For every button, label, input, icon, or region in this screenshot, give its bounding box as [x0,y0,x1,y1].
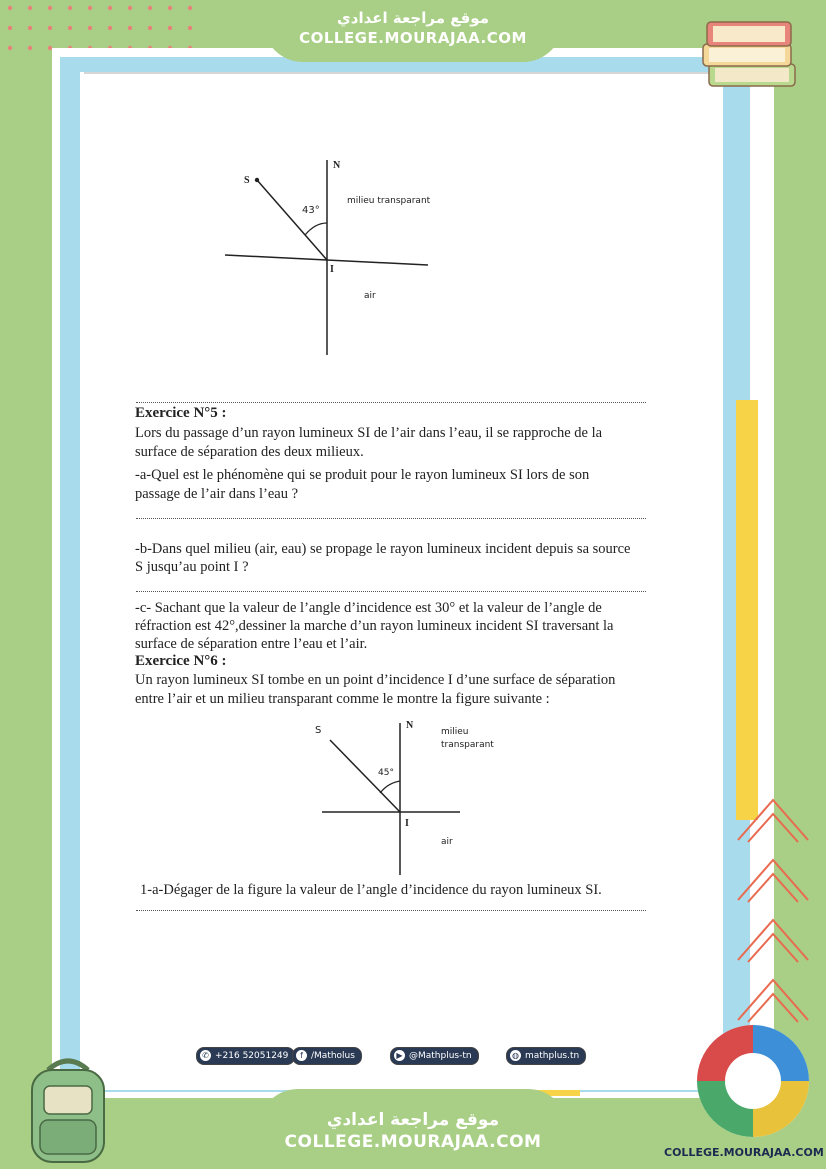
site-url[interactable]: COLLEGE.MOURAJAA.COM [299,29,527,47]
site-url-bottom[interactable]: COLLEGE.MOURAJAA.COM [284,1132,542,1152]
bottom-banner [258,1089,568,1169]
source-point [255,178,259,182]
answer-dotted-line [136,518,646,519]
exercise-5-question-c-line3: surface de séparation entre l’eau et l’air. [135,636,368,652]
exercise-5-question-b-line2: S jusqu’au point I ? [135,559,249,575]
exercise-5-question-b-line1: -b-Dans quel milieu (air, eau) se propage le rayon lumineux incident depuis sa source [135,541,631,557]
exercise-5-intro-line2: surface de séparation des deux milieux. [135,444,364,460]
globe-icon: ◍ [510,1050,521,1061]
exercise-6-intro-line2: entre l’air et un milieu transparant comme le montre la figure suivante : [135,691,550,707]
exercise-5-intro-line1: Lors du passage d’un rayon lumineux SI de l’air dans l’eau, il se rapproche de la [135,425,603,441]
fig1-label-n: N [333,160,341,171]
fig2-angle-label: 45° [378,768,394,778]
fig1-medium-bottom: air [364,291,376,301]
phone-number: +216 52051249 [215,1051,289,1061]
corner-logo-text: COLLEGE.MOURAJAA.COM [664,1146,824,1159]
answer-dotted-line [136,910,646,911]
youtube-badge[interactable] [390,1047,479,1065]
exercise-5-question-c-line2: réfraction est 42°,dessiner la marche d’un rayon lumineux incident SI traversant la [135,618,614,634]
answer-dotted-line [136,591,646,592]
youtube-handle: @Mathplus-tn [409,1051,472,1061]
fig2-medium-top-line1: milieu [441,727,469,737]
fig2-label-s: S [315,725,322,736]
angle-arc [305,223,327,235]
incident-ray [257,180,327,260]
facebook-badge[interactable] [292,1047,362,1065]
phone-badge[interactable] [196,1047,295,1065]
fig1-angle-label: 43° [302,205,320,216]
fig2-label-i: I [405,818,409,829]
fig2-medium-top-line2: transparant [441,740,494,750]
fig2-medium-bottom: air [441,837,453,847]
exercise-5-question-a-line2: passage de l’air dans l’eau ? [135,486,299,502]
site-arabic-title-bottom: موقع مراجعة اعدادي [326,1110,500,1130]
answer-dotted-line [136,402,646,403]
youtube-icon: ▶ [394,1050,405,1061]
facebook-handle: /Matholus [311,1051,355,1061]
site-arabic-title: موقع مراجعة اعدادي [337,9,489,27]
angle-arc [380,781,400,793]
fig1-label-s: S [244,175,250,186]
exercise-5-question-a-line1: -a-Quel est le phénomène qui se produit pour le rayon lumineux SI lors de son [135,467,590,483]
exercise-6-intro-line1: Un rayon lumineux SI tombe en un point d’incidence I d’une surface de séparation [135,672,616,688]
exercise-6-question-1a: 1-a-Dégager de la figure la valeur de l’angle d’incidence du rayon lumineux SI. [140,882,602,898]
website-badge[interactable] [506,1047,586,1065]
exercise-5-title: Exercice N°5 : [135,405,227,421]
facebook-icon: f [296,1050,307,1061]
fig1-medium-top: milieu transparant [347,196,431,206]
fig1-label-i: I [330,264,334,275]
exercise-6-title: Exercice N°6 : [135,653,227,669]
website-url: mathplus.tn [525,1051,580,1061]
fig2-label-n: N [406,720,414,731]
exercise-5-question-c-line1: -c- Sachant que la valeur de l’angle d’incidence est 30° et la valeur de l’angle de [135,600,602,616]
phone-icon: ✆ [200,1050,211,1061]
top-banner [263,0,563,62]
